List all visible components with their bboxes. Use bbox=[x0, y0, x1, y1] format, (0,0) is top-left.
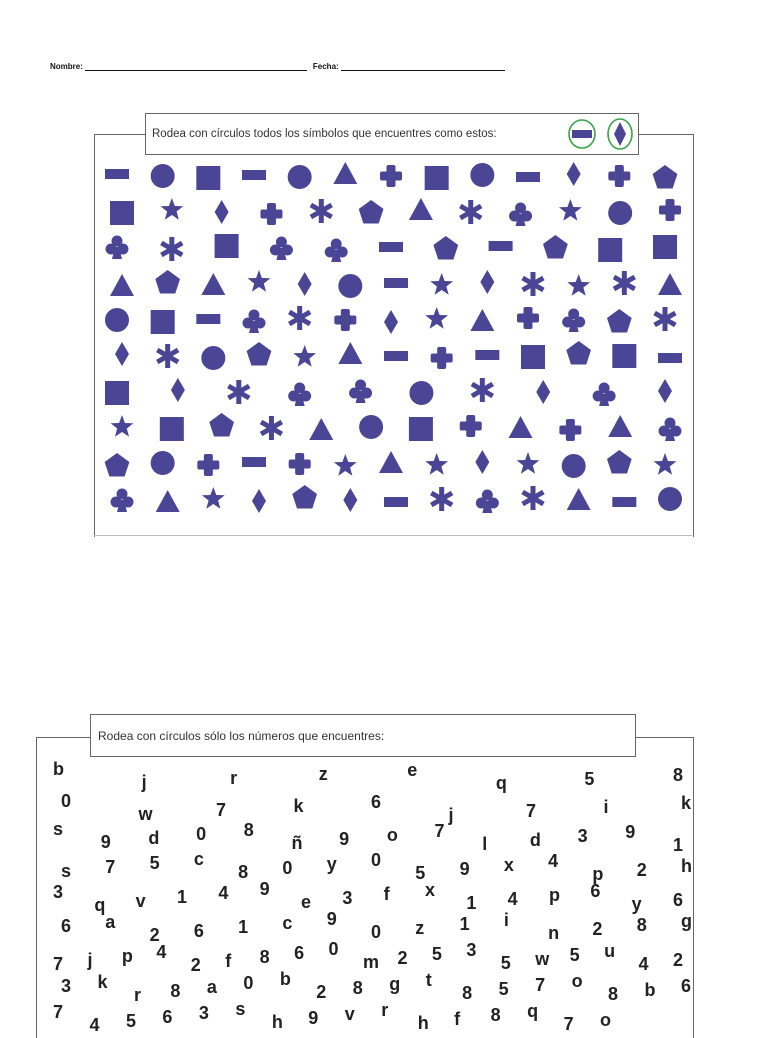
glyph-item[interactable]: 7 bbox=[216, 800, 227, 820]
asterisk-shape[interactable] bbox=[288, 306, 311, 330]
name-blank-line[interactable] bbox=[85, 62, 307, 71]
glyph-item[interactable]: v bbox=[344, 1004, 355, 1024]
glyph-item[interactable]: a bbox=[206, 977, 217, 997]
star-shape[interactable] bbox=[559, 199, 582, 221]
club-shape[interactable] bbox=[325, 239, 348, 263]
glyph-item[interactable]: 3 bbox=[577, 826, 588, 846]
asterisk-shape[interactable] bbox=[459, 200, 482, 224]
circle-shape[interactable] bbox=[105, 308, 129, 332]
asterisk-shape[interactable] bbox=[471, 378, 494, 402]
star-shape[interactable] bbox=[425, 307, 448, 329]
circle-shape[interactable] bbox=[608, 201, 632, 225]
diamond-shape[interactable] bbox=[343, 488, 357, 512]
glyph-item[interactable]: s bbox=[61, 861, 72, 881]
club-shape[interactable] bbox=[593, 383, 616, 407]
triangle-shape[interactable] bbox=[110, 274, 134, 296]
circle-shape[interactable] bbox=[151, 164, 175, 188]
glyph-item[interactable]: 2 bbox=[316, 982, 327, 1002]
club-shape[interactable] bbox=[270, 237, 293, 261]
glyph-item[interactable]: n bbox=[548, 923, 560, 943]
glyph-item[interactable]: l bbox=[482, 834, 488, 854]
diamond-shape[interactable] bbox=[252, 489, 266, 513]
pentagon-shape[interactable] bbox=[607, 450, 632, 474]
glyph-item[interactable]: r bbox=[230, 768, 238, 788]
club-shape[interactable] bbox=[476, 490, 499, 514]
glyph-item[interactable]: b bbox=[279, 969, 291, 989]
glyph-item[interactable]: o bbox=[600, 1010, 612, 1030]
diamond-shape[interactable] bbox=[480, 270, 494, 294]
glyph-item[interactable]: 5 bbox=[149, 853, 160, 873]
asterisk-shape[interactable] bbox=[260, 416, 283, 440]
glyph-item[interactable]: 5 bbox=[569, 945, 580, 965]
rect-shape[interactable] bbox=[379, 242, 403, 252]
glyph-item[interactable]: 8 bbox=[636, 915, 647, 935]
triangle-shape[interactable] bbox=[309, 418, 333, 440]
diamond-shape[interactable] bbox=[567, 162, 581, 186]
glyph-item[interactable]: p bbox=[592, 864, 604, 884]
star-shape[interactable] bbox=[425, 453, 448, 475]
square-shape[interactable] bbox=[215, 234, 239, 258]
rect-shape[interactable] bbox=[489, 241, 513, 251]
glyph-item[interactable]: o bbox=[386, 825, 398, 845]
square-shape[interactable] bbox=[160, 417, 184, 441]
glyph-item[interactable]: p bbox=[121, 946, 133, 966]
diamond-shape[interactable] bbox=[298, 272, 312, 296]
target-rectangle-icon bbox=[567, 117, 597, 151]
glyph-item[interactable]: f bbox=[454, 1009, 461, 1029]
rect-shape[interactable] bbox=[658, 353, 682, 363]
glyph-item[interactable]: 9 bbox=[326, 909, 337, 929]
glyph-item[interactable]: 3 bbox=[342, 888, 353, 908]
glyph-item[interactable]: 2 bbox=[190, 955, 201, 975]
glyph-item[interactable]: h bbox=[271, 1012, 283, 1032]
star-shape[interactable] bbox=[654, 453, 677, 475]
asterisk-shape[interactable] bbox=[310, 199, 333, 223]
diamond-shape[interactable] bbox=[384, 310, 398, 334]
cross-shape[interactable] bbox=[380, 165, 402, 187]
glyph-item[interactable]: 2 bbox=[149, 925, 160, 945]
glyph-item[interactable]: j bbox=[87, 950, 93, 970]
pentagon-shape[interactable] bbox=[155, 270, 180, 294]
glyph-item[interactable]: e bbox=[407, 760, 418, 780]
glyph-item[interactable]: i bbox=[603, 797, 609, 817]
pentagon-shape[interactable] bbox=[359, 200, 384, 224]
asterisk-shape[interactable] bbox=[160, 237, 183, 261]
glyph-item[interactable]: b bbox=[644, 980, 656, 1000]
club-shape[interactable] bbox=[659, 418, 682, 442]
diamond-shape[interactable] bbox=[475, 450, 489, 474]
glyph-item[interactable]: 7 bbox=[526, 801, 537, 821]
glyph-item[interactable]: 8 bbox=[462, 983, 473, 1003]
glyph-item[interactable]: 8 bbox=[259, 947, 270, 967]
star-shape[interactable] bbox=[430, 273, 453, 295]
glyph-item[interactable]: z bbox=[318, 764, 328, 784]
rect-shape[interactable] bbox=[612, 497, 636, 507]
glyph-item[interactable]: x bbox=[503, 855, 514, 875]
glyph-item[interactable]: 0 bbox=[243, 973, 254, 993]
triangle-shape[interactable] bbox=[509, 416, 533, 438]
glyph-item[interactable]: 0 bbox=[328, 939, 339, 959]
glyph-item[interactable]: 5 bbox=[415, 863, 426, 883]
glyph-item[interactable]: 6 bbox=[61, 916, 72, 936]
glyph-item[interactable]: 6 bbox=[162, 1007, 173, 1027]
glyph-item[interactable]: 8 bbox=[243, 820, 254, 840]
glyph-item[interactable]: z bbox=[415, 918, 425, 938]
cross-shape[interactable] bbox=[289, 453, 311, 475]
circle-shape[interactable] bbox=[151, 451, 175, 475]
square-shape[interactable] bbox=[612, 344, 636, 368]
square-shape[interactable] bbox=[151, 310, 175, 334]
rect-shape[interactable] bbox=[196, 314, 220, 324]
pentagon-shape[interactable] bbox=[247, 342, 272, 366]
glyph-item[interactable]: 6 bbox=[673, 890, 684, 910]
symbols-instruction: Rodea con círculos todos los símbolos que encuentres como estos: bbox=[152, 128, 497, 140]
glyph-item[interactable]: 0 bbox=[282, 858, 293, 878]
glyph-item[interactable]: 9 bbox=[625, 822, 636, 842]
circle-shape[interactable] bbox=[409, 381, 433, 405]
asterisk-shape[interactable] bbox=[227, 380, 250, 404]
glyph-item[interactable]: 9 bbox=[308, 1008, 319, 1028]
header-fields bbox=[50, 62, 505, 71]
glyph-item[interactable]: r bbox=[381, 1000, 389, 1020]
symbols-panel-footer bbox=[94, 535, 692, 540]
glyph-item[interactable]: j bbox=[141, 772, 147, 792]
circle-shape[interactable] bbox=[201, 346, 225, 370]
glyph-item[interactable]: 7 bbox=[53, 1002, 64, 1022]
glyph-item[interactable]: y bbox=[631, 894, 642, 914]
circle-shape[interactable] bbox=[562, 454, 586, 478]
pentagon-shape[interactable] bbox=[433, 236, 458, 260]
glyph-item[interactable]: 3 bbox=[61, 976, 72, 996]
glyph-item[interactable]: 0 bbox=[371, 922, 382, 942]
rect-shape[interactable] bbox=[242, 170, 266, 180]
glyph-item[interactable]: b bbox=[53, 759, 64, 779]
rect-shape[interactable] bbox=[516, 172, 540, 182]
glyph-item[interactable]: u bbox=[604, 941, 616, 961]
triangle-shape[interactable] bbox=[379, 451, 403, 473]
cross-shape[interactable] bbox=[559, 419, 581, 441]
glyph-item[interactable]: 8 bbox=[608, 984, 619, 1004]
glyph-item[interactable]: h bbox=[417, 1013, 429, 1033]
glyph-item[interactable]: 4 bbox=[548, 851, 559, 871]
glyph-item[interactable]: 1 bbox=[673, 835, 684, 855]
pentagon-shape[interactable] bbox=[566, 341, 591, 365]
cross-shape[interactable] bbox=[608, 165, 630, 187]
letters-panel bbox=[36, 737, 694, 1038]
glyph-item[interactable]: h bbox=[681, 856, 692, 876]
cross-shape[interactable] bbox=[260, 203, 282, 225]
triangle-shape[interactable] bbox=[409, 198, 433, 220]
cross-shape[interactable] bbox=[517, 307, 539, 329]
cross-shape[interactable] bbox=[659, 199, 681, 221]
circle-shape[interactable] bbox=[470, 163, 494, 187]
diamond-shape[interactable] bbox=[215, 200, 229, 224]
glyph-item[interactable]: g bbox=[389, 974, 401, 994]
asterisk-shape[interactable] bbox=[521, 272, 544, 296]
glyph-item[interactable]: 4 bbox=[507, 889, 518, 909]
pentagon-shape[interactable] bbox=[653, 165, 678, 189]
triangle-shape[interactable] bbox=[567, 488, 591, 510]
glyph-item[interactable]: 6 bbox=[681, 976, 692, 996]
square-shape[interactable] bbox=[105, 381, 129, 405]
glyph-item[interactable]: ñ bbox=[291, 833, 303, 853]
glyph-item[interactable]: d bbox=[148, 828, 160, 848]
rect-shape[interactable] bbox=[242, 457, 266, 467]
glyph-item[interactable]: 1 bbox=[466, 893, 477, 913]
glyph-item[interactable]: g bbox=[681, 911, 692, 931]
glyph-item[interactable]: d bbox=[529, 830, 541, 850]
circle-shape[interactable] bbox=[338, 274, 362, 298]
star-shape[interactable] bbox=[111, 415, 134, 437]
rect-shape[interactable] bbox=[384, 278, 408, 288]
rect-shape[interactable] bbox=[384, 351, 408, 361]
pentagon-shape[interactable] bbox=[105, 453, 130, 477]
glyph-item[interactable]: 8 bbox=[352, 978, 363, 998]
glyph-item[interactable]: 7 bbox=[434, 821, 445, 841]
club-shape[interactable] bbox=[349, 380, 372, 404]
date-label: Fecha: bbox=[312, 62, 339, 71]
rect-shape[interactable] bbox=[475, 350, 499, 360]
glyph-item[interactable]: 6 bbox=[590, 881, 601, 901]
glyph-item[interactable]: x bbox=[425, 880, 436, 900]
asterisk-shape[interactable] bbox=[156, 344, 179, 368]
glyph-item[interactable]: i bbox=[503, 910, 509, 930]
glyph-item[interactable]: 4 bbox=[89, 1015, 100, 1035]
glyph-item[interactable]: 2 bbox=[397, 948, 408, 968]
date-blank-line[interactable] bbox=[341, 62, 505, 71]
glyph-item[interactable]: 2 bbox=[592, 919, 603, 939]
symbols-instruction-box bbox=[145, 113, 639, 155]
glyph-item[interactable]: p bbox=[549, 885, 560, 905]
diamond-shape[interactable] bbox=[536, 380, 550, 404]
cross-shape[interactable] bbox=[460, 415, 482, 437]
glyph-item[interactable]: k bbox=[97, 972, 108, 992]
club-shape[interactable] bbox=[111, 489, 134, 513]
asterisk-shape[interactable] bbox=[653, 307, 676, 331]
glyph-item[interactable]: 3 bbox=[198, 1003, 209, 1023]
glyph-item[interactable]: r bbox=[133, 985, 141, 1005]
square-shape[interactable] bbox=[409, 417, 433, 441]
glyph-item[interactable]: 1 bbox=[459, 914, 470, 934]
pentagon-shape[interactable] bbox=[292, 485, 317, 509]
glyph-item[interactable]: 3 bbox=[53, 882, 64, 902]
glyph-item[interactable]: 7 bbox=[53, 954, 64, 974]
glyph-item[interactable]: 8 bbox=[490, 1005, 501, 1025]
glyph-item[interactable]: c bbox=[193, 849, 204, 869]
triangle-shape[interactable] bbox=[658, 273, 682, 295]
pentagon-shape[interactable] bbox=[209, 413, 234, 437]
glyph-item[interactable]: f bbox=[383, 884, 390, 904]
glyph-item[interactable]: a bbox=[105, 912, 116, 932]
asterisk-shape[interactable] bbox=[613, 271, 636, 295]
glyph-item[interactable]: j bbox=[448, 805, 454, 825]
triangle-shape[interactable] bbox=[470, 309, 494, 331]
glyph-item[interactable]: k bbox=[293, 796, 304, 816]
glyph-item[interactable]: 5 bbox=[125, 1011, 136, 1031]
triangle-shape[interactable] bbox=[338, 342, 362, 364]
glyph-item[interactable]: 4 bbox=[218, 883, 229, 903]
club-shape[interactable] bbox=[562, 309, 585, 333]
glyph-item[interactable]: 0 bbox=[61, 791, 72, 811]
target-diamond-icon bbox=[605, 117, 635, 151]
glyph-item[interactable]: k bbox=[681, 793, 692, 813]
glyph-item[interactable]: 5 bbox=[500, 953, 511, 973]
triangle-shape[interactable] bbox=[156, 490, 180, 512]
glyph-item[interactable]: s bbox=[53, 819, 64, 839]
symbols-grid bbox=[94, 134, 692, 534]
star-shape[interactable] bbox=[160, 198, 183, 220]
glyph-item[interactable]: m bbox=[363, 952, 380, 972]
glyph-item[interactable]: 3 bbox=[466, 940, 477, 960]
circle-shape[interactable] bbox=[658, 487, 682, 511]
glyph-item[interactable]: 6 bbox=[193, 921, 204, 941]
glyph-item[interactable]: c bbox=[282, 913, 293, 933]
diamond-shape[interactable] bbox=[115, 342, 129, 366]
club-shape[interactable] bbox=[288, 383, 311, 407]
triangle-shape[interactable] bbox=[333, 162, 357, 184]
cross-shape[interactable] bbox=[431, 347, 453, 369]
glyph-item[interactable]: q bbox=[527, 1001, 539, 1021]
glyph-item[interactable]: 0 bbox=[371, 850, 382, 870]
square-shape[interactable] bbox=[598, 238, 622, 262]
glyph-item[interactable]: 9 bbox=[100, 832, 111, 852]
glyph-item[interactable]: 8 bbox=[238, 862, 249, 882]
glyph-item[interactable]: 8 bbox=[673, 765, 684, 785]
diamond-shape[interactable] bbox=[658, 379, 672, 403]
glyph-item[interactable]: 8 bbox=[170, 981, 181, 1001]
pentagon-shape[interactable] bbox=[543, 235, 568, 259]
glyph-item[interactable]: w bbox=[535, 949, 550, 969]
star-shape[interactable] bbox=[567, 274, 590, 296]
cross-shape[interactable] bbox=[197, 454, 219, 476]
circle-shape[interactable] bbox=[288, 165, 312, 189]
glyph-item[interactable]: 2 bbox=[673, 950, 684, 970]
glyph-item[interactable]: e bbox=[301, 892, 312, 912]
glyph-item[interactable]: 1 bbox=[238, 917, 249, 937]
circle-shape[interactable] bbox=[359, 415, 383, 439]
pentagon-shape[interactable] bbox=[607, 309, 632, 333]
club-shape[interactable] bbox=[106, 236, 129, 260]
square-shape[interactable] bbox=[521, 345, 545, 369]
glyph-item[interactable]: 5 bbox=[584, 769, 595, 789]
glyph-item[interactable]: 6 bbox=[294, 943, 305, 963]
glyph-item[interactable]: w bbox=[138, 804, 153, 824]
rect-shape[interactable] bbox=[384, 497, 408, 507]
square-shape[interactable] bbox=[653, 235, 677, 259]
glyph-item[interactable]: t bbox=[425, 970, 432, 990]
glyph-item[interactable]: 0 bbox=[196, 824, 207, 844]
club-shape[interactable] bbox=[509, 203, 532, 227]
numbers-instruction: Rodea con círculos sólo los números que encuentres: bbox=[98, 728, 385, 743]
glyph-item[interactable]: y bbox=[326, 854, 337, 874]
glyph-item[interactable]: 7 bbox=[105, 857, 116, 877]
triangle-shape[interactable] bbox=[608, 415, 632, 437]
glyph-item[interactable]: q bbox=[495, 773, 507, 793]
star-shape[interactable] bbox=[293, 345, 316, 367]
asterisk-shape[interactable] bbox=[521, 486, 544, 510]
glyph-item[interactable]: 9 bbox=[339, 829, 350, 849]
star-shape[interactable] bbox=[334, 454, 357, 476]
glyph-item[interactable]: s bbox=[235, 999, 246, 1019]
name-label: Nombre: bbox=[50, 62, 83, 71]
square-shape[interactable] bbox=[425, 166, 449, 190]
glyph-item[interactable]: f bbox=[225, 951, 232, 971]
star-shape[interactable] bbox=[517, 452, 540, 474]
asterisk-shape[interactable] bbox=[430, 487, 453, 511]
star-shape[interactable] bbox=[248, 270, 271, 292]
glyph-item[interactable]: 4 bbox=[638, 954, 649, 974]
glyph-item[interactable]: 4 bbox=[156, 942, 167, 962]
rect-shape[interactable] bbox=[105, 169, 129, 179]
club-shape[interactable] bbox=[243, 310, 266, 334]
square-shape[interactable] bbox=[196, 166, 220, 190]
star-shape[interactable] bbox=[202, 487, 225, 509]
glyph-item[interactable]: 6 bbox=[371, 792, 382, 812]
square-shape[interactable] bbox=[110, 201, 134, 225]
glyph-item[interactable]: q bbox=[94, 895, 106, 915]
glyph-item[interactable]: 1 bbox=[177, 887, 188, 907]
numbers-instruction-box bbox=[90, 714, 636, 757]
glyph-item[interactable]: 2 bbox=[636, 860, 647, 880]
glyph-item[interactable]: 9 bbox=[459, 859, 470, 879]
glyph-item[interactable]: 5 bbox=[498, 979, 509, 999]
cross-shape[interactable] bbox=[334, 309, 356, 331]
glyph-item[interactable]: 7 bbox=[563, 1014, 574, 1034]
glyph-item[interactable]: 9 bbox=[259, 879, 270, 899]
diamond-shape[interactable] bbox=[171, 378, 185, 402]
triangle-shape[interactable] bbox=[201, 273, 225, 295]
glyph-item[interactable]: 7 bbox=[535, 975, 546, 995]
glyph-item[interactable]: 5 bbox=[431, 944, 442, 964]
glyph-item[interactable]: v bbox=[135, 891, 146, 911]
glyph-item[interactable]: o bbox=[571, 971, 583, 991]
